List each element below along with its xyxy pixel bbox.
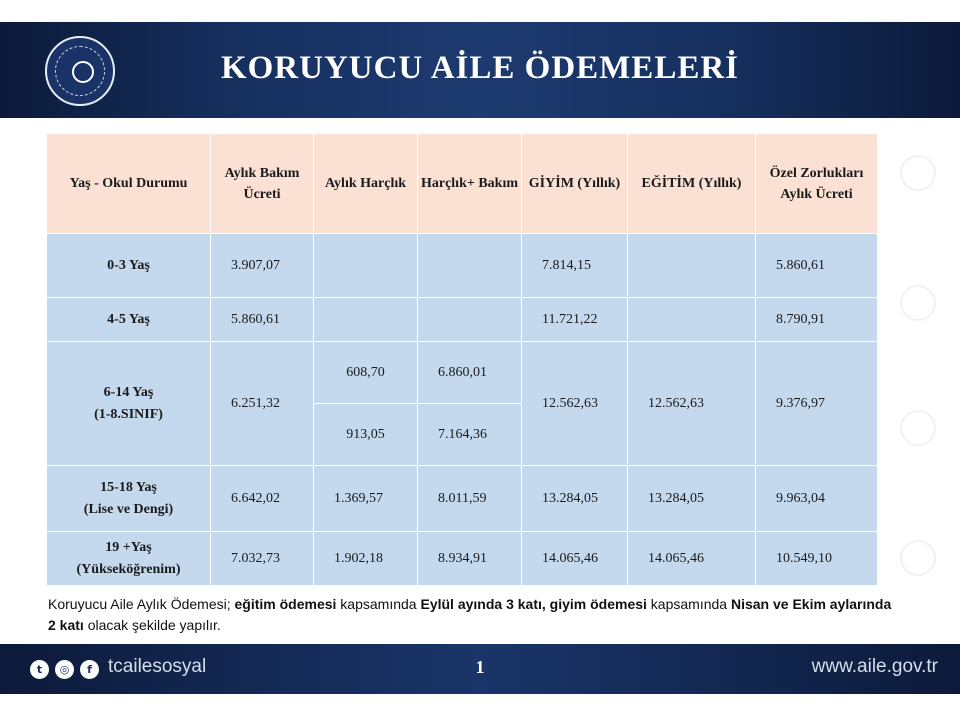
col-header-allowance: Aylık Harçlık — [314, 134, 418, 234]
clothing-cell: 7.814,15 — [522, 234, 628, 298]
payment-note — [48, 594, 898, 636]
clothing-cell: 12.562,63 — [522, 342, 628, 466]
allowance-care-cell — [418, 234, 522, 298]
allowance-care-cell: 8.011,59 — [418, 466, 522, 532]
special-cell: 9.963,04 — [756, 466, 878, 532]
special-cell: 10.549,10 — [756, 532, 878, 586]
col-header-special: Özel Zorlukları Aylık Ücreti — [756, 134, 878, 234]
social-handle[interactable]: tcailesosyal — [108, 656, 207, 677]
care-fee-cell: 6.251,32 — [211, 342, 314, 466]
allowance-care-cell: 7.164,36 — [418, 404, 522, 466]
col-header-age: Yaş - Okul Durumu — [47, 134, 211, 234]
page-title: KORUYUCU AİLE ÖDEMELERİ — [220, 50, 740, 86]
facebook-icon[interactable]: f — [80, 660, 99, 679]
allowance-cell: 608,70 — [314, 342, 418, 404]
website-link[interactable]: www.aile.gov.tr — [811, 656, 938, 677]
education-cell: 12.562,63 — [628, 342, 756, 466]
allowance-care-cell: 8.934,91 — [418, 532, 522, 586]
watermark-logo-icon — [900, 540, 936, 576]
note-text: kapsamında — [336, 596, 421, 612]
education-cell: 14.065,46 — [628, 532, 756, 586]
table-row — [47, 342, 878, 404]
special-cell: 8.790,91 — [756, 298, 878, 342]
clothing-cell: 13.284,05 — [522, 466, 628, 532]
care-fee-cell: 5.860,61 — [211, 298, 314, 342]
education-cell — [628, 298, 756, 342]
clothing-cell: 14.065,46 — [522, 532, 628, 586]
care-fee-cell: 7.032,73 — [211, 532, 314, 586]
watermark-logo-icon — [900, 285, 936, 321]
table-row — [47, 298, 878, 342]
note-text: kapsamında — [646, 596, 731, 612]
age-cell: 6-14 Yaş (1-8.SINIF) — [47, 342, 211, 466]
education-cell: 13.284,05 — [628, 466, 756, 532]
table-row — [47, 234, 878, 298]
twitter-icon[interactable]: t — [30, 660, 49, 679]
clothing-cell: 11.721,22 — [522, 298, 628, 342]
age-cell: 4-5 Yaş — [47, 298, 211, 342]
col-header-clothing: GİYİM (Yıllık) — [522, 134, 628, 234]
education-cell — [628, 234, 756, 298]
special-cell: 5.860,61 — [756, 234, 878, 298]
page-number: 1 — [475, 657, 485, 677]
ministry-logo — [45, 36, 115, 106]
note-bold-text: Nisan ve Ekim aylarında 2 katı — [48, 596, 892, 633]
col-header-care-fee: Aylık Bakım Ücreti — [211, 134, 314, 234]
allowance-cell: 1.369,57 — [314, 466, 418, 532]
table-row — [47, 532, 878, 586]
instagram-icon[interactable]: ◎ — [55, 660, 74, 679]
header-banner — [0, 22, 960, 118]
note-bold-text: Eylül ayında 3 katı, giyim ödemesi — [420, 596, 647, 612]
allowance-care-cell — [418, 298, 522, 342]
note-text: olacak şekilde yapılır. — [83, 617, 221, 633]
col-header-allowance-care: Harçlık+ Bakım — [418, 134, 522, 234]
watermark-logo-icon — [900, 155, 936, 191]
watermark-logo-icon — [900, 410, 936, 446]
age-cell: 15-18 Yaş (Lise ve Dengi) — [47, 466, 211, 532]
age-cell: 19 +Yaş (Yükseköğrenim) — [47, 532, 211, 586]
care-fee-cell: 6.642,02 — [211, 466, 314, 532]
col-header-education: EĞİTİM (Yıllık) — [628, 134, 756, 234]
allowance-cell — [314, 234, 418, 298]
note-bold-text: eğitim ödemesi — [234, 596, 337, 612]
footer-bar — [0, 644, 960, 694]
allowance-cell — [314, 298, 418, 342]
table-row — [47, 466, 878, 532]
allowance-cell: 1.902,18 — [314, 532, 418, 586]
care-fee-cell: 3.907,07 — [211, 234, 314, 298]
payments-table — [46, 133, 878, 586]
note-text: Koruyucu Aile Aylık Ödemesi; — [48, 596, 235, 612]
allowance-cell: 913,05 — [314, 404, 418, 466]
age-cell: 0-3 Yaş — [47, 234, 211, 298]
special-cell: 9.376,97 — [756, 342, 878, 466]
table-header-row — [47, 134, 878, 234]
allowance-care-cell: 6.860,01 — [418, 342, 522, 404]
